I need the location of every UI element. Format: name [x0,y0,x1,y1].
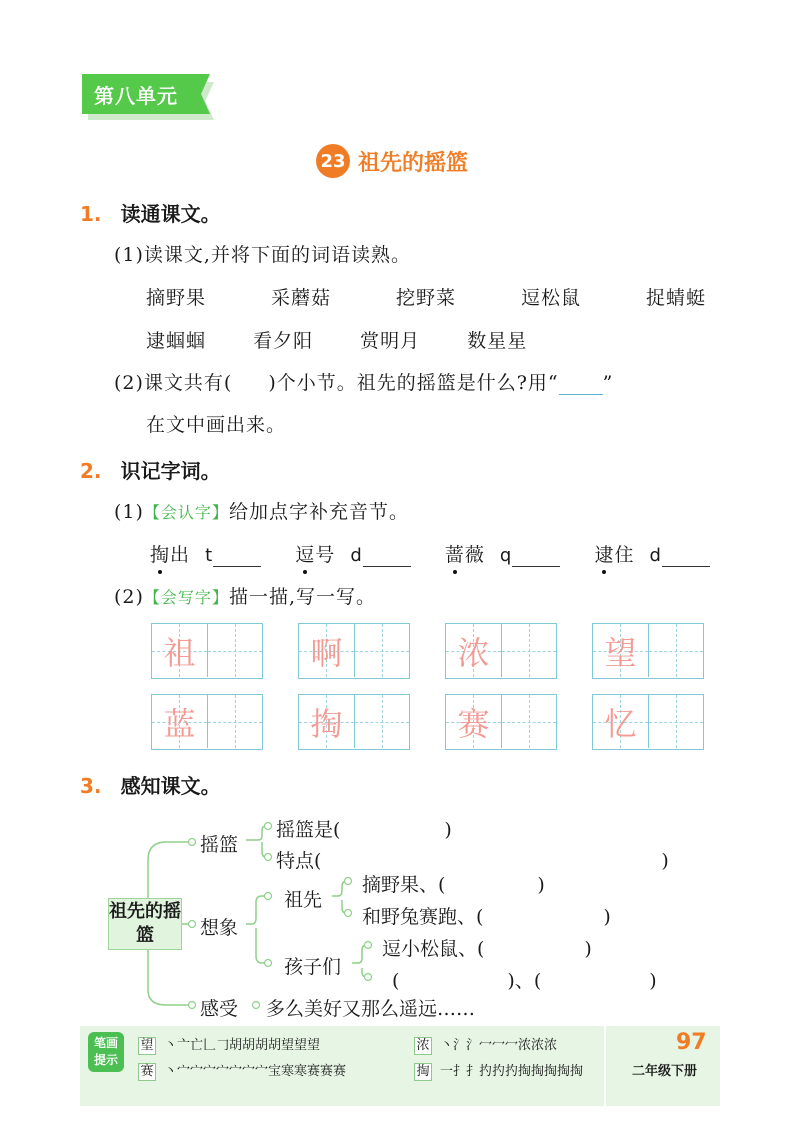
footer-divider [604,1026,606,1106]
trace-char: 赛 [457,704,490,743]
section-1-q1: (1)读课文,并将下面的词语读熟。 [114,244,411,266]
section-2-q1: (1)【会认字】给加点字补充音节。 [114,501,409,523]
section-3-number: 3. [80,774,102,798]
node-children: 孩子们 [284,956,342,978]
ancestor-item-1: 摘野果、( ) [362,874,545,896]
section-3-title: 感知课文。 [120,774,221,798]
stroke-sequence: 一扌扌扚扚扚掏掏掏掏掏 [440,1064,584,1079]
tag-write: 【会写字】 [143,588,229,607]
trace-char: 蓝 [163,704,196,743]
word: 采蘑菇 [270,287,331,309]
word: 逮蝈蝈 [146,330,207,352]
stroke-char: 浓 [414,1037,432,1055]
trace-char: 啊 [310,633,343,672]
trace-char: 掏 [310,704,343,743]
stroke-char: 望 [138,1037,156,1055]
lesson-name: 祖先的摇篮 [358,150,469,176]
pinyin-item: 蔷薇 q [445,540,561,567]
section-2-title: 识记字词。 [120,459,221,483]
tag-recognize: 【会认字】 [143,503,229,522]
word: 数星星 [467,330,528,352]
pinyin-item: 掏出 t [150,540,261,567]
ancestor-item-2: 和野兔赛跑、( ) [362,906,611,928]
word: 摘野果 [146,287,207,309]
branch-cradle: 摇篮 [200,834,239,856]
section-2-q2: (2)【会写字】描一描,写一写。 [114,586,376,608]
cradle-feature: 特点( ) [276,850,669,872]
mindmap-root: 祖先的摇篮 [108,898,182,950]
word: 看夕阳 [253,330,314,352]
section-1-q2: (2)课文共有( )个小节。祖先的摇篮是什么?用“ ” [114,372,614,394]
stroke-order-row [414,1060,583,1081]
child-item-1: 逗小松鼠、( ) [382,938,592,960]
grade-label: 二年级下册 [632,1064,698,1079]
trace-char: 浓 [457,633,490,672]
stroke-order-row [414,1034,557,1055]
node-ancestors: 祖先 [284,889,323,911]
word: 赏明月 [360,330,421,352]
section-1-number: 1. [80,202,102,226]
word: 挖野菜 [395,287,456,309]
feel-text: 多么美好又那么遥远…… [266,998,476,1020]
trace-char: 望 [604,633,637,672]
word: 逗松鼠 [520,287,581,309]
lesson-number-badge: 23 [316,144,350,178]
stroke-order-row [138,1034,320,1055]
pinyin-item: 逮住 d [594,540,710,567]
stroke-sequence: 丶氵氵冖冖冖浓浓浓 [440,1038,558,1053]
section-1-title: 读通课文。 [120,202,221,226]
unit-label: 第八单元 [94,84,178,108]
branch-feel: 感受 [200,998,239,1020]
cradle-is: 摇篮是( ) [276,819,452,841]
stroke-char: 赛 [138,1063,156,1081]
stroke-order-row [138,1060,346,1081]
trace-char: 忆 [604,704,637,743]
stroke-hint-badge: 笔画 提示 [88,1032,124,1072]
branch-imagine: 想象 [200,917,239,939]
stroke-char: 掏 [414,1063,432,1081]
stroke-sequence: 丶亠亡𠃊𠃌胡胡胡胡望望望 [164,1038,321,1053]
pinyin-item: 逗号 d [295,540,411,567]
section-1-q2-cont: 在文中画出来。 [146,414,287,436]
child-item-2: ( )、( ) [392,970,657,992]
stroke-sequence: 丶宀宀宀宀宀宀宀宝寒寒赛赛赛 [164,1064,347,1079]
word: 捉蜻蜓 [645,287,706,309]
section-2-number: 2. [80,459,102,483]
trace-char: 祖 [163,633,196,672]
page-number: 97 [676,1030,707,1055]
